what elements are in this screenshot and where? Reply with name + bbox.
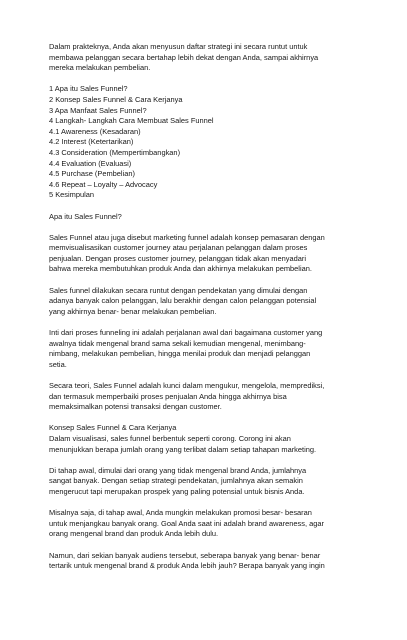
text-line: mereka melakukan pembelian.: [49, 63, 151, 73]
text-line: yang akhirnya benar- benar melakukan pembelian.: [49, 306, 217, 316]
text-line: Dalam visualisasi, sales funnel berbentuk seperti corong. Corong ini akan: [49, 433, 291, 443]
toc-item[interactable]: 4.1 Awareness (Kesadaran): [49, 126, 141, 136]
text-line: tertarik untuk mengenal brand & produk Anda lebih jauh? Berapa banyak yang ingin: [49, 561, 325, 571]
paragraph: [49, 286, 383, 318]
paragraph: [49, 508, 383, 540]
toc-item[interactable]: 4.6 Repeat – Loyalty – Advocacy: [49, 179, 158, 189]
text-line: penjualan. Dengan proses customer journey, pelanggan tidak akan menyadari: [49, 253, 307, 263]
toc-item[interactable]: 2 Konsep Sales Funnel & Cara Kerjanya: [49, 94, 183, 104]
toc-item[interactable]: 3 Apa Manfaat Sales Funnel?: [49, 105, 147, 115]
text-line: Inti dari proses funneling ini adalah perjalanan awal dari bagaimana customer yang: [49, 328, 323, 338]
text-line: bahwa mereka membutuhkan produk Anda dan akhirnya melakukan pembelian.: [49, 264, 312, 274]
toc-item[interactable]: 4.5 Purchase (Pembelian): [49, 169, 135, 179]
text-line: setia.: [49, 359, 67, 369]
text-line: nimbang, melakukan pembelian, hingga menilai produk dan menjadi pelanggan: [49, 349, 311, 359]
section-heading: Konsep Sales Funnel & Cara Kerjanya: [49, 423, 177, 433]
table-of-contents: [49, 84, 383, 201]
paragraph: [49, 381, 383, 413]
section-heading: Apa itu Sales Funnel?: [49, 211, 122, 221]
toc-item[interactable]: 5 Kesimpulan: [49, 190, 95, 200]
text-line: mengerucut tapi merupakan prospek yang paling potensial untuk bisnis Anda.: [49, 486, 305, 496]
paragraph: [49, 466, 383, 498]
text-line: awalnya tidak mengenal brand sama sekali kemudian mengenal, menimbang-: [49, 338, 306, 348]
paragraph: [49, 328, 383, 370]
toc-item[interactable]: 4 Langkah- Langkah Cara Membuat Sales Funnel: [49, 116, 214, 126]
text-line: memvisualisasikan customer journey atau perjalanan pelanggan dalam proses: [49, 243, 308, 253]
text-line: Secara teori, Sales Funnel adalah kunci dalam mengukur, mengelola, memprediksi,: [49, 381, 325, 390]
text-line: Namun, dari sekian banyak audiens tersebut, seberapa banyak yang benar- benar: [49, 550, 321, 560]
text-line: orang mengenal brand dan produk Anda lebih dulu.: [49, 529, 219, 539]
text-line: Sales Funnel atau juga disebut marketing funnel adalah konsep pemasaran dengan: [49, 232, 325, 242]
text-line: menunjukkan berapa jumlah orang yang terlibat dalam setiap tahapan marketing.: [49, 444, 317, 454]
text-line: Dalam prakteknya, Anda akan menyusun daftar strategi ini secara runtut untuk: [49, 42, 308, 51]
text-line: sangat banyak. Dengan setiap strategi pendekatan, jumlahnya akan semakin: [49, 476, 303, 486]
text-line: adanya banyak calon pelanggan, lalu berakhir dengan calon pelanggan potensial: [49, 296, 317, 306]
toc-item[interactable]: 1 Apa itu Sales Funnel?: [49, 84, 128, 94]
text-line: Di tahap awal, dimulai dari orang yang tidak mengenal brand Anda, jumlahnya: [49, 465, 307, 475]
toc-item[interactable]: 4.3 Consideration (Mempertimbangkan): [49, 147, 181, 157]
toc-item[interactable]: 4.2 Interest (Ketertarikan): [49, 137, 134, 147]
text-line: membawa pelanggan secara bertahap lebih dekat dengan Anda, sampai akhirnya: [49, 52, 319, 62]
text-line: Sales funnel dilakukan secara runtut dengan pendekatan yang dimulai dengan: [49, 285, 308, 295]
paragraph-with-heading: [49, 423, 383, 455]
text-line: memaksimalkan potensi transaksi dengan customer.: [49, 402, 222, 412]
text-line: Misalnya saja, di tahap awal, Anda mungkin melakukan promosi besar- besaran: [49, 508, 312, 518]
text-line: dan termasuk memperbaiki proses penjualan Anda hingga akhirnya bisa: [49, 391, 287, 401]
intro-paragraph: [49, 42, 383, 74]
paragraph: [49, 233, 383, 275]
paragraph: [49, 551, 383, 572]
toc-item[interactable]: 4.4 Evaluation (Evaluasi): [49, 158, 132, 168]
text-line: untuk menjangkau banyak orang. Goal Anda saat ini adalah brand awareness, agar: [49, 518, 324, 528]
